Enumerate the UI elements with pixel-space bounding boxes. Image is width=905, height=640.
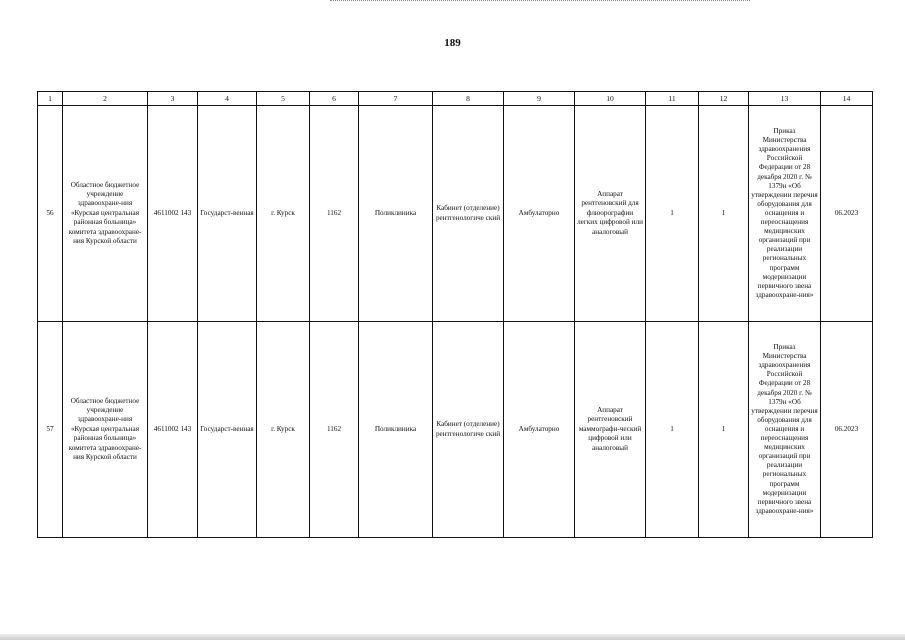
city-cell: г. Курск <box>257 106 310 322</box>
header-cell: 12 <box>699 92 749 106</box>
code-cell: 4611002 143 <box>148 322 198 538</box>
row-number: 57 <box>38 322 63 538</box>
organization-cell: Областное бюджетное учреждение здравоохране-ния «Курская центральная районная больница» комитета здравоохране-ния Курской области <box>63 106 148 322</box>
table-row <box>38 322 873 538</box>
header-cell: 10 <box>575 92 646 106</box>
city-cell: г. Курск <box>257 322 310 538</box>
page-number: 189 <box>444 37 461 49</box>
unit-cell: Поликлиника <box>359 106 433 322</box>
header-cell: 1 <box>38 92 63 106</box>
equipment-cell: Аппарат рентгеновский маммографи-ческий цифровой или аналоговый <box>575 322 646 538</box>
header-cell: 8 <box>433 92 504 106</box>
okato-cell: 1162 <box>310 322 359 538</box>
organization-cell: Областное бюджетное учреждение здравоохране-ния «Курская центральная районная больница» комитета здравоохране-ния Курской области <box>63 322 148 538</box>
header-cell: 11 <box>646 92 699 106</box>
header-cell: 14 <box>821 92 873 106</box>
scan-edge-top <box>330 0 750 2</box>
ownership-cell: Государст-венная <box>198 322 257 538</box>
department-cell: Кабинет (отделение) рентгенологиче ский <box>433 106 504 322</box>
department-cell: Кабинет (отделение) рентгенологиче ский <box>433 322 504 538</box>
equipment-cell: Аппарат рентгеновский для флюорографии легких цифровой или аналоговый <box>575 106 646 322</box>
header-cell: 13 <box>749 92 821 106</box>
header-cell: 2 <box>63 92 148 106</box>
quantity-cell: 1 <box>699 322 749 538</box>
header-row <box>38 92 873 106</box>
care-type-cell: Амбулаторно <box>504 106 575 322</box>
order-cell: Приказ Министерства здравоохранения Российской Федерации от 28 декабря 2020 г. № 1379н «Об утверждении перечня оборудования для оснащения и переоснащения медицинских организаций при реализации региональных программ модернизации первичного звена здравоохране-ния» <box>749 106 821 322</box>
quantity-cell: 1 <box>699 106 749 322</box>
code-cell: 4611002 143 <box>148 106 198 322</box>
okato-cell: 1162 <box>310 106 359 322</box>
row-number: 56 <box>38 106 63 322</box>
date-cell: 06.2023 <box>821 322 873 538</box>
ownership-cell: Государст-венная <box>198 106 257 322</box>
quantity-cell: 1 <box>646 322 699 538</box>
equipment-registry-table <box>37 91 873 538</box>
header-cell: 7 <box>359 92 433 106</box>
quantity-cell: 1 <box>646 106 699 322</box>
table-row <box>38 106 873 322</box>
care-type-cell: Амбулаторно <box>504 322 575 538</box>
scan-edge-bottom <box>0 634 905 640</box>
date-cell: 06.2023 <box>821 106 873 322</box>
header-cell: 6 <box>310 92 359 106</box>
header-cell: 4 <box>198 92 257 106</box>
header-cell: 9 <box>504 92 575 106</box>
header-cell: 5 <box>257 92 310 106</box>
header-cell: 3 <box>148 92 198 106</box>
unit-cell: Поликлиника <box>359 322 433 538</box>
order-cell: Приказ Министерства здравоохранения Российской Федерации от 28 декабря 2020 г. № 1379н «Об утверждении перечня оборудования для оснащения и переоснащения медицинских организаций при реализации региональных программ модернизации первичного звена здравоохране-ния» <box>749 322 821 538</box>
